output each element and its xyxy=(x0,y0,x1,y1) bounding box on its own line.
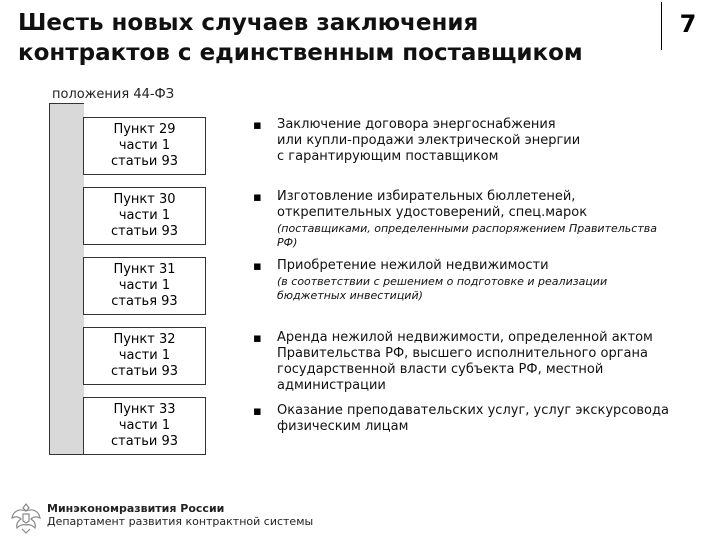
case-description-3 xyxy=(277,258,707,303)
description-line: государственной власти субъекта РФ, местной xyxy=(277,362,604,377)
case-description-2 xyxy=(277,189,707,250)
point-label: Пункт 32 xyxy=(113,332,176,347)
description-note xyxy=(277,222,707,250)
title-line-2: контрактов с единственным поставщиком xyxy=(18,40,583,66)
description-line: с гарантирующим поставщиком xyxy=(277,149,499,164)
description-line: или купли-продажи электрической энергии xyxy=(277,133,581,148)
footer-organization: Минэкономразвития России xyxy=(47,502,225,515)
case-description-1 xyxy=(277,117,707,165)
page-number: 7 xyxy=(679,10,697,38)
bullet-marker: ▪ xyxy=(253,404,262,419)
point-article: статья 93 xyxy=(111,294,178,309)
description-line: Изготовление избирательных бюллетеней, xyxy=(277,189,576,204)
point-part: части 1 xyxy=(118,138,171,153)
header-divider xyxy=(661,2,662,50)
description-line: Аренда нежилой недвижимости, определенной актом xyxy=(277,330,653,345)
description-line: Приобретение нежилой недвижимости xyxy=(277,258,549,273)
point-article: статьи 93 xyxy=(110,154,179,169)
description-line: открепительных удостоверений, спец.марок xyxy=(277,205,588,220)
point-box-31 xyxy=(83,257,206,315)
point-label: Пункт 30 xyxy=(113,192,176,207)
description-line: Оказание преподавательских услуг, услуг экскурсовода xyxy=(277,403,669,418)
point-box-33 xyxy=(83,397,206,455)
point-box-29 xyxy=(83,117,206,175)
point-label: Пункт 29 xyxy=(113,122,176,137)
bullet-marker: ▪ xyxy=(253,331,262,346)
case-description-5 xyxy=(277,403,707,435)
point-label: Пункт 31 xyxy=(113,262,176,277)
points-frame xyxy=(49,103,84,455)
eagle-emblem-icon xyxy=(8,500,44,536)
description-line: администрации xyxy=(277,378,386,393)
bullet-marker: ▪ xyxy=(253,259,262,274)
case-description-4 xyxy=(277,330,707,394)
description-line: физическим лицам xyxy=(277,419,409,434)
note-line: РФ) xyxy=(277,236,298,249)
point-box-30 xyxy=(83,187,206,245)
description-line: Заключение договора энергоснабжения xyxy=(277,117,556,132)
bullet-marker: ▪ xyxy=(253,190,262,205)
point-article: статьи 93 xyxy=(110,224,179,239)
point-part: части 1 xyxy=(118,208,171,223)
point-article: статьи 93 xyxy=(110,364,179,379)
description-note xyxy=(277,275,707,303)
title-line-1: Шесть новых случаев заключения xyxy=(18,10,479,36)
note-line: бюджетных инвестиций) xyxy=(277,289,423,302)
point-box-32 xyxy=(83,327,206,385)
point-part: части 1 xyxy=(118,348,171,363)
point-label: Пункт 33 xyxy=(113,402,176,417)
point-part: части 1 xyxy=(118,278,171,293)
bullet-marker: ▪ xyxy=(253,118,262,133)
point-article: статьи 93 xyxy=(110,434,179,449)
law-label: положения 44-ФЗ xyxy=(52,87,175,102)
description-line: Правительства РФ, высшего исполнительного органа xyxy=(277,346,648,361)
point-part: части 1 xyxy=(118,418,171,433)
note-line: (поставщиками, определенными распоряжением Правительства xyxy=(277,222,657,235)
page-title xyxy=(18,8,648,68)
note-line: (в соответствии с решением о подготовке и реализации xyxy=(277,275,608,288)
footer-department: Департамент развития контрактной системы xyxy=(47,515,314,528)
